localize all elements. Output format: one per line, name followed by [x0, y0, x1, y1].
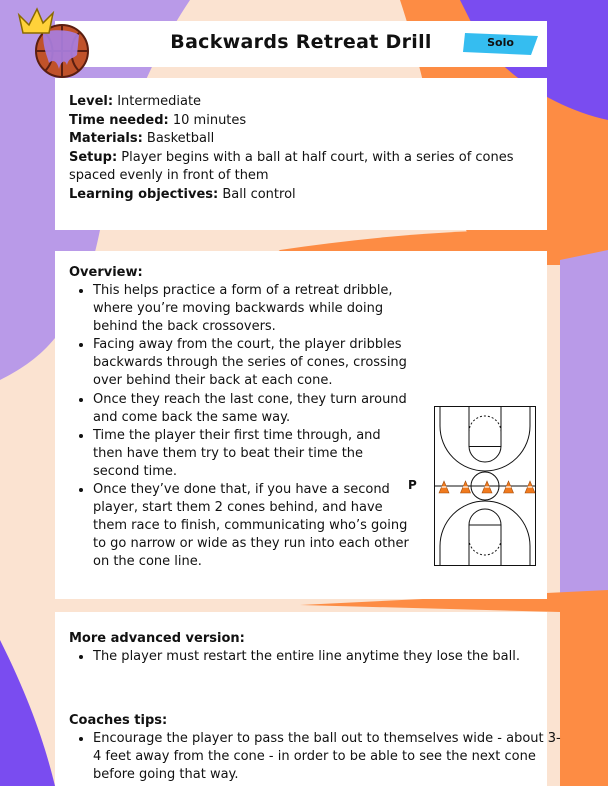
- advanced-list: [69, 648, 563, 666]
- time-line: [69, 112, 533, 131]
- materials-line: [69, 130, 533, 149]
- purple-wave-right: [560, 250, 608, 600]
- court-diagram: [434, 406, 536, 566]
- coaches-heading: Coaches tips:: [69, 713, 168, 729]
- overview-list: [69, 282, 413, 572]
- objectives-value: Ball control: [222, 186, 296, 202]
- list-item: • Once they reach the last cone, they turn around and come back the same way.: [93, 391, 413, 427]
- materials-label: Materials:: [69, 131, 143, 146]
- level-line: [69, 93, 533, 112]
- spacer: [69, 666, 533, 712]
- setup-line: [69, 149, 533, 186]
- objectives-label: Learning objectives:: [69, 186, 219, 202]
- violet-wave-bottom: [0, 640, 55, 786]
- list-item: • The player must restart the entire line anytime they lose the ball.: [93, 648, 563, 666]
- setup-label: Setup:: [69, 149, 118, 165]
- list-item: • Once they’ve done that, if you have a second player, start them 2 cones behind, and have them race to finish, communicating who’s going to go narrow or wide as they run into each other on the cone line.: [93, 481, 413, 571]
- setup-value: Player begins with a ball at half court, with a series of cones spaced evenly in front of them: [69, 149, 514, 183]
- objectives-line: [69, 186, 533, 205]
- solo-badge: [463, 33, 538, 55]
- list-item: • Encourage the player to pass the ball out to themselves wide - about 3-4 feet away from the cone - in order to be able to see the next cone before going that way.: [93, 730, 563, 784]
- list-item: • Facing away from the court, the player dribbles backwards through the series of cones, crossing over behind their back at each cone.: [93, 336, 413, 390]
- advanced-card: [55, 612, 561, 786]
- level-value: Intermediate: [117, 94, 202, 109]
- coaches-list: [69, 730, 563, 784]
- info-card: [55, 78, 547, 230]
- player-marker: P: [408, 478, 417, 492]
- crown-basketball-logo-icon: [15, 3, 95, 81]
- time-value: 10 minutes: [172, 112, 247, 128]
- badge-label: Solo: [487, 36, 514, 49]
- list-item: • This helps practice a form of a retreat dribble, where you’re moving backwards while doing behind the back crossovers.: [93, 282, 413, 336]
- page-title: Backwards Retreat Drill: [170, 31, 432, 53]
- advanced-heading: More advanced version:: [69, 631, 245, 646]
- materials-value: Basketball: [146, 131, 215, 146]
- level-label: Level:: [69, 94, 114, 109]
- time-label: Time needed:: [69, 112, 169, 128]
- overview-heading: Overview:: [69, 265, 143, 280]
- list-item: • Time the player their first time through, and then have them try to beat their time the second time.: [93, 427, 413, 481]
